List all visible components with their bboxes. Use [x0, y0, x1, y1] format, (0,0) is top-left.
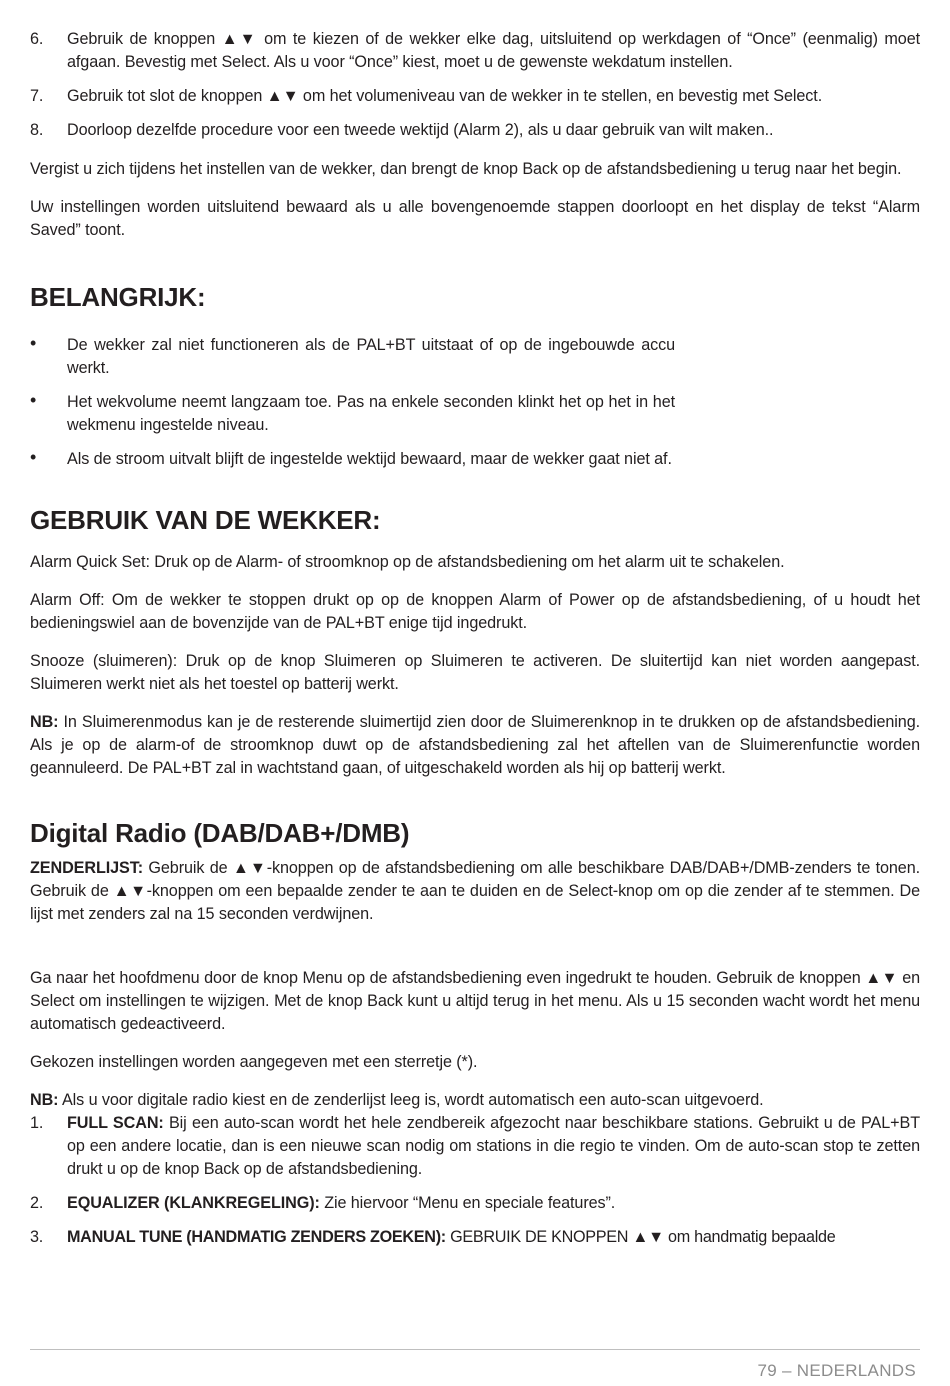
zenderlijst-text: Gebruik de ▲▼-knoppen op de afstandsbediening om alle beschikbare DAB/DAB+/DMB-zenders te tonen. Gebruik de ▲▼-knoppen om een bepaalde zender te aan te duiden en de Select-knop om op die zender af te stemmen. De lijst met zenders zal na 15 seconden verdwijnen.	[30, 859, 920, 923]
list-item	[30, 85, 920, 108]
zenderlijst-paragraph	[30, 857, 920, 926]
paragraph: Ga naar het hoofdmenu door de knop Menu op de afstandsbediening even ingedrukt te houden. Gebruik de knoppen ▲▼ en Select om instellingen te wijzigen. Met de knop Back kunt u altijd terug in het menu. Als u 15 seconden wacht wordt het menu automatisch gedeactiveerd.	[30, 969, 920, 1033]
list-item	[30, 1192, 920, 1215]
item-number: 6.	[30, 30, 44, 48]
item-number: 1.	[30, 1114, 44, 1132]
footer-divider	[30, 1349, 920, 1350]
nb-note	[30, 711, 920, 780]
bullet-text: Het wekvolume neemt langzaam toe. Pas na enkele seconden klinkt het op het in het wekmenu ingestelde niveau.	[67, 393, 675, 434]
bullet-item	[30, 448, 675, 471]
list-item	[30, 1112, 920, 1181]
list-item	[30, 1226, 920, 1249]
digital-menu-list	[30, 1112, 920, 1249]
paragraph: Gekozen instellingen worden aangegeven met een sterretje (*).	[30, 1053, 478, 1071]
item-number: 2.	[30, 1194, 44, 1212]
page-footer: 79 – NEDERLANDS	[757, 1361, 916, 1380]
bullet-text: De wekker zal niet functioneren als de PAL+BT uitstaat of op de ingebouwde accu werkt.	[67, 336, 675, 377]
bullet-item	[30, 334, 675, 380]
bullet-icon: •	[30, 333, 37, 353]
item-text: Zie hiervoor “Menu en speciale features”.	[319, 1194, 616, 1212]
item-text: Bij een auto-scan wordt het hele zendbereik afgezocht naar beschikbare stations. Gebruikt u de PAL+BT op een andere locatie, dan is een nieuwe scan nodig om stations in die regio te vinden. Om de auto-scan stop te zetten drukt u op de knop Back op de afstandsbediening.	[67, 1114, 920, 1178]
item-number: 8.	[30, 121, 44, 139]
item-text: Doorloop dezelfde procedure voor een tweede wektijd (Alarm 2), als u daar gebruik van wilt maken..	[67, 121, 774, 139]
item-label: FULL SCAN:	[67, 1114, 164, 1132]
bullet-icon: •	[30, 390, 37, 410]
paragraph: Alarm Quick Set: Druk op de Alarm- of stroomknop op de afstandsbediening om het alarm uit te schakelen.	[30, 553, 785, 571]
paragraph: Uw instellingen worden uitsluitend bewaard als u alle bovengenoemde stappen doorloopt en het display de tekst “Alarm Saved” toont.	[30, 198, 920, 239]
list-item	[30, 119, 920, 142]
bullet-text: Als de stroom uitvalt blijft de ingestelde wektijd bewaard, maar de wekker gaat niet af.	[67, 450, 672, 468]
section-heading-digital-radio: Digital Radio (DAB/DAB+/DMB)	[30, 818, 410, 848]
nb-note	[30, 1089, 920, 1112]
section-heading-gebruik: GEBRUIK VAN DE WEKKER:	[30, 505, 381, 535]
item-text: Gebruik de knoppen ▲▼ om te kiezen of de wekker elke dag, uitsluitend op werkdagen of “Once” (eenmalig) moet afgaan. Bevestig met Select. Als u voor “Once” kiest, moet u de gewenste wekdatum instellen.	[67, 30, 920, 71]
alarm-steps-list	[30, 28, 920, 142]
item-label: EQUALIZER (KLANKREGELING):	[67, 1194, 320, 1212]
bullet-item	[30, 391, 675, 437]
nb-label: NB:	[30, 713, 59, 731]
item-number: 3.	[30, 1228, 43, 1246]
bullet-icon: •	[30, 447, 37, 467]
nb-text: In Sluimerenmodus kan je de resterende sluimertijd zien door de Sluimerenknop in te drukken op de afstandsbediening. Als je op de alarm-of de stroomknop duwt op de afstandsbediening zal het aftellen van de Sluimerenfunctie worden geannuleerd. De PAL+BT zal in wachtstand gaan, of uitgeschakeld worden als hij op batterij werkt.	[30, 713, 920, 777]
nb-label: NB:	[30, 1091, 59, 1109]
belangrijk-bullet-list	[30, 334, 675, 471]
section-heading-belangrijk: BELANGRIJK:	[30, 282, 206, 312]
zenderlijst-label: ZENDERLIJST:	[30, 859, 144, 877]
page-content	[30, 28, 920, 1260]
nb-text: Als u voor digitale radio kiest en de zenderlijst leeg is, wordt automatisch een auto-scan uitgevoerd.	[58, 1091, 764, 1109]
item-text: Gebruik tot slot de knoppen ▲▼ om het volumeniveau van de wekker in te stellen, en bevestig met Select.	[67, 87, 823, 105]
item-number: 7.	[30, 87, 44, 105]
paragraph: Alarm Off: Om de wekker te stoppen drukt op op de knoppen Alarm of Power op de afstandsbediening, of u houdt het bedieningswiel aan de bovenzijde van de PAL+BT enige tijd ingedrukt.	[30, 591, 920, 632]
paragraph: Snooze (sluimeren): Druk op de knop Sluimeren op Sluimeren te activeren. De sluitertijd kan niet worden aangepast. Sluimeren werkt niet als het toestel op batterij werkt.	[30, 652, 920, 693]
list-item	[30, 28, 920, 74]
item-text: GEBRUIK DE KNOPPEN ▲▼ om handmatig bepaalde	[445, 1228, 836, 1246]
paragraph: Vergist u zich tijdens het instellen van de wekker, dan brengt de knop Back op de afstandsbediening u terug naar het begin.	[30, 160, 902, 178]
item-label: MANUAL TUNE (HANDMATIG ZENDERS ZOEKEN):	[67, 1228, 446, 1246]
